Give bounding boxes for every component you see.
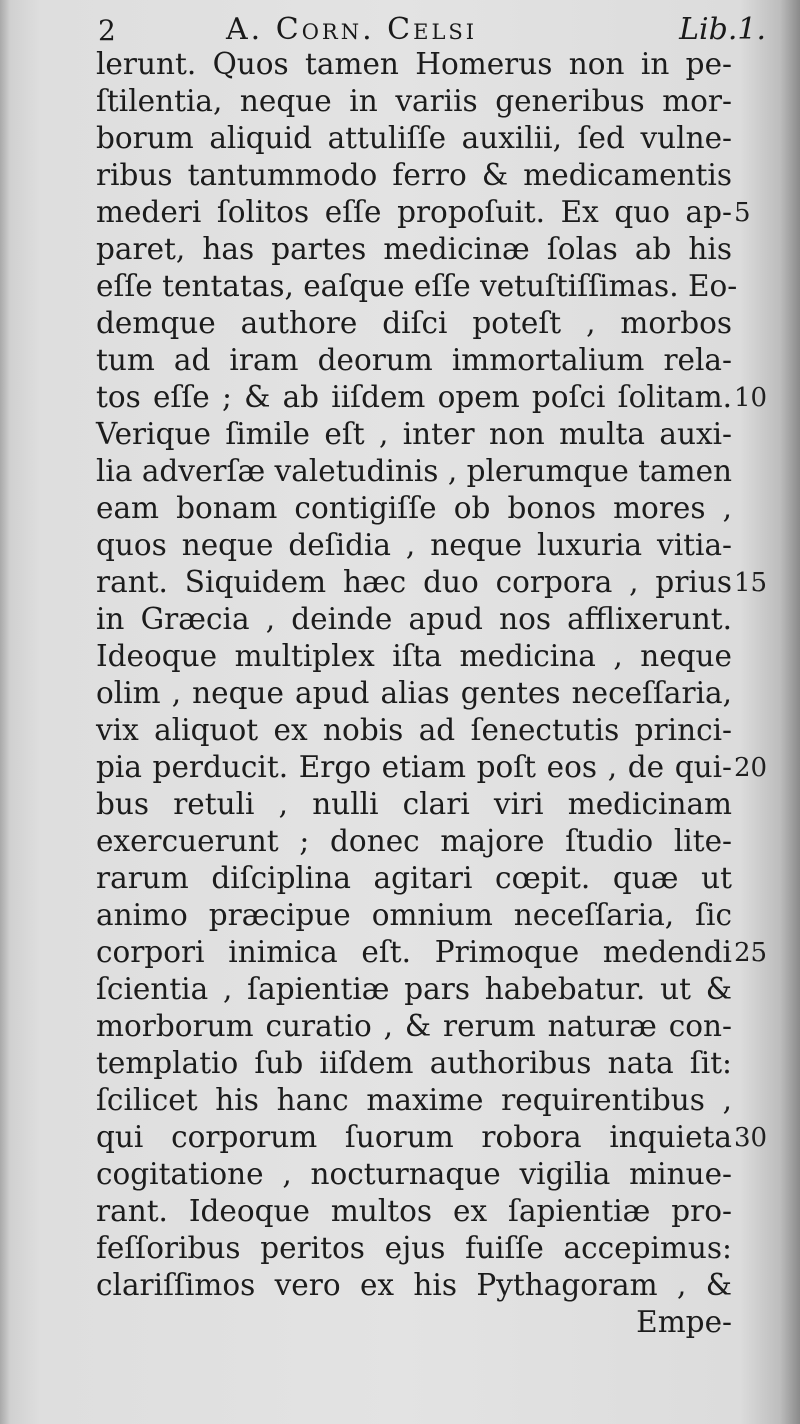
text-line: demque authore diſci poteſt , morbos [96, 306, 732, 340]
text-line: feſſoribus peritos ejus fuiſſe accepimus: [96, 1231, 732, 1265]
margin-line-number: 20 [734, 753, 768, 783]
text-line: quos neque deſidia , neque luxuria vitia- [96, 528, 732, 562]
text-line: templatio ſub iiſdem authoribus nata ſit: [96, 1046, 732, 1080]
text-line: Verique ſimile eſt , inter non multa auxi- [96, 417, 732, 451]
text-line: exercuerunt ; donec majore ſtudio lite- [96, 824, 732, 858]
margin-line-number: 15 [734, 568, 768, 598]
text-line: ribus tantummodo ferro & medicamentis [96, 158, 732, 192]
text-line: eam bonam contigiſſe ob bonos mores , [96, 491, 732, 525]
page-number: 2 [98, 14, 116, 47]
running-header [96, 8, 766, 48]
book-label: Lib.1. [679, 12, 766, 47]
text-line: pia perducit. Ergo etiam poſt eos , de qui- [96, 750, 732, 784]
text-line: in Græcia , deinde apud nos afflixerunt. [96, 602, 732, 636]
text-line: borum aliquid attuliſſe auxilii, ſed vulne- [96, 121, 732, 155]
margin-line-number: 10 [734, 383, 768, 413]
text-line: rant. Siquidem hæc duo corpora , prius [96, 565, 732, 599]
margin-line-number: 5 [734, 198, 751, 228]
text-line: morborum curatio , & rerum naturæ con- [96, 1009, 732, 1043]
text-line: animo præcipue omnium neceſſaria, ſic [96, 898, 732, 932]
text-line: ſtilentia, neque in variis generibus mor- [96, 84, 732, 118]
text-line: paret, has partes medicinæ ſolas ab his [96, 232, 732, 266]
text-line: Ideoque multiplex iſta medicina , neque [96, 639, 732, 673]
text-line: tos eſſe ; & ab iiſdem opem poſci ſolitam. [96, 380, 732, 414]
running-title: A. Corn. Celsi [226, 12, 478, 47]
text-line: ſcientia , ſapientiæ pars habebatur. ut & [96, 972, 732, 1006]
text-line: rarum diſciplina agitari cœpit. quæ ut [96, 861, 732, 895]
catchword: Empe- [636, 1305, 732, 1339]
text-line: vix aliquot ex nobis ad ſenectutis princi- [96, 713, 732, 747]
text-line: ſcilicet his hanc maxime requirentibus , [96, 1083, 732, 1117]
text-line: bus retuli , nulli clari viri medicinam [96, 787, 732, 821]
text-line: qui corporum ſuorum robora inquieta [96, 1120, 732, 1154]
margin-line-number: 25 [734, 938, 768, 968]
text-line: lerunt. Quos tamen Homerus non in pe- [96, 47, 732, 81]
text-line: tum ad iram deorum immortalium rela- [96, 343, 732, 377]
text-line: mederi ſolitos eſſe propoſuit. Ex quo ap- [96, 195, 732, 229]
text-line: rant. Ideoque multos ex ſapientiæ pro- [96, 1194, 732, 1228]
text-line: eſſe tentatas, eaſque eſſe vetuſtiſſimas. Eo- [96, 269, 738, 303]
text-line: olim , neque apud alias gentes neceſſaria, [96, 676, 732, 710]
body-text [96, 46, 738, 1341]
text-line: corpori inimica eſt. Primoque medendi [96, 935, 732, 969]
text-line: lia adverſæ valetudinis , plerumque tamen [96, 454, 733, 488]
margin-line-number: 30 [734, 1123, 768, 1153]
text-line: cogitatione , nocturnaque vigilia minue- [96, 1157, 732, 1191]
text-line: clariſſimos vero ex his Pythagoram , & [96, 1268, 732, 1302]
